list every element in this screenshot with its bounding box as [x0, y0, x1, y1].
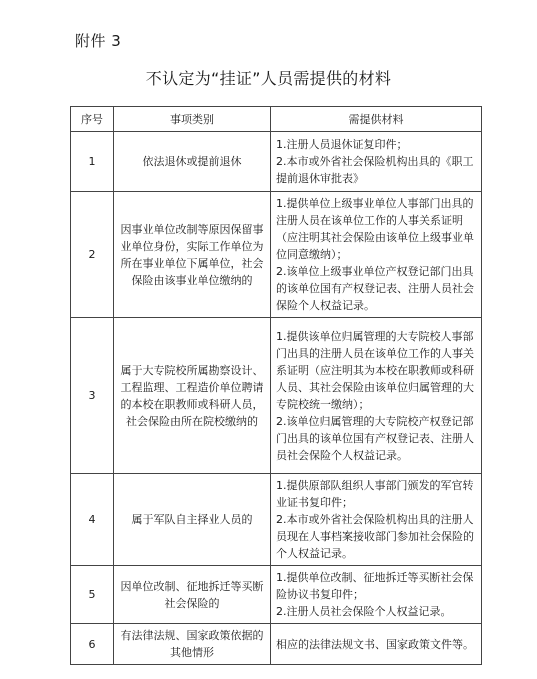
material-item: 1.提供单位上级事业单位人事部门出具的注册人员在该单位工作的人事关系证明（应注明其社会保险由该单位上级事业单位同意缴纳）； — [276, 197, 474, 261]
row-category: 依法退休或提前退休 — [114, 132, 271, 192]
table-row — [71, 318, 482, 474]
row-number: 6 — [71, 624, 114, 665]
row-number: 2 — [71, 192, 114, 318]
row-materials — [271, 192, 482, 318]
material-item: 2.本市或外省社会保险机构出具的注册人员现在人事档案接收部门参加社会保险的个人权益记录。 — [276, 513, 474, 560]
row-number: 4 — [71, 474, 114, 566]
row-materials — [271, 566, 482, 624]
material-item: 1.提供原部队组织人事部门颁发的军官转业证书复印件； — [276, 479, 474, 509]
row-category: 因单位改制、征地拆迁等买断社会保险的 — [114, 566, 271, 624]
row-materials — [271, 624, 482, 665]
row-number: 1 — [71, 132, 114, 192]
column-header-category: 事项类别 — [114, 107, 271, 132]
table-row — [71, 192, 482, 318]
materials-table — [70, 106, 482, 665]
row-materials — [271, 132, 482, 192]
material-item: 2.注册人员社会保险个人权益记录。 — [276, 605, 452, 618]
table-row — [71, 624, 482, 665]
column-header-no: 序号 — [71, 107, 114, 132]
row-number: 3 — [71, 318, 114, 474]
row-category: 因事业单位改制等原因保留事业单位身份，实际工作单位为所在事业单位下属单位，社会保险由该事业单位缴纳的 — [114, 192, 271, 318]
material-item: 相应的法律法规文书、国家政策文件等。 — [276, 637, 474, 651]
row-number: 5 — [71, 566, 114, 624]
material-item: 2.该单位归属管理的大专院校产权登记部门出具的该单位国有产权登记表、注册人员社会保险个人权益记录。 — [276, 414, 474, 462]
table-header-row — [71, 107, 482, 132]
row-category: 属于大专院校所属勘察设计、工程监理、工程造价单位聘请的本校在职教师或科研人员，社会保险由所在院校缴纳的 — [114, 318, 271, 474]
material-item: 2.本市或外省社会保险机构出具的《职工提前退休审批表》 — [276, 155, 474, 185]
table-row — [71, 566, 482, 624]
material-item: 1.提供单位改制、征地拆迁等买断社会保险协议书复印件； — [276, 571, 474, 601]
row-materials — [271, 474, 482, 566]
material-item: 1.注册人员退休证复印件； — [276, 138, 408, 151]
attachment-label: 附件 3 — [75, 32, 122, 50]
document-title: 不认定为“挂证”人员需提供的材料 — [145, 69, 392, 88]
row-category: 有法律法规、国家政策依据的其他情形 — [114, 624, 271, 665]
table-row — [71, 132, 482, 192]
column-header-materials: 需提供材料 — [271, 107, 482, 132]
table-row — [71, 474, 482, 566]
row-category: 属于军队自主择业人员的 — [114, 474, 271, 566]
material-item: 2.该单位上级事业单位产权登记部门出具的该单位国有产权登记表、注册人员社会保险个人权益记录。 — [276, 265, 474, 312]
material-item: 1.提供该单位归属管理的大专院校人事部门出具的注册人员在该单位工作的人事关系证明（应注明其为本校在职教师或科研人员、其社会保险由该单位归属管理的大专院校统一缴纳）； — [276, 329, 474, 411]
row-materials — [271, 318, 482, 474]
